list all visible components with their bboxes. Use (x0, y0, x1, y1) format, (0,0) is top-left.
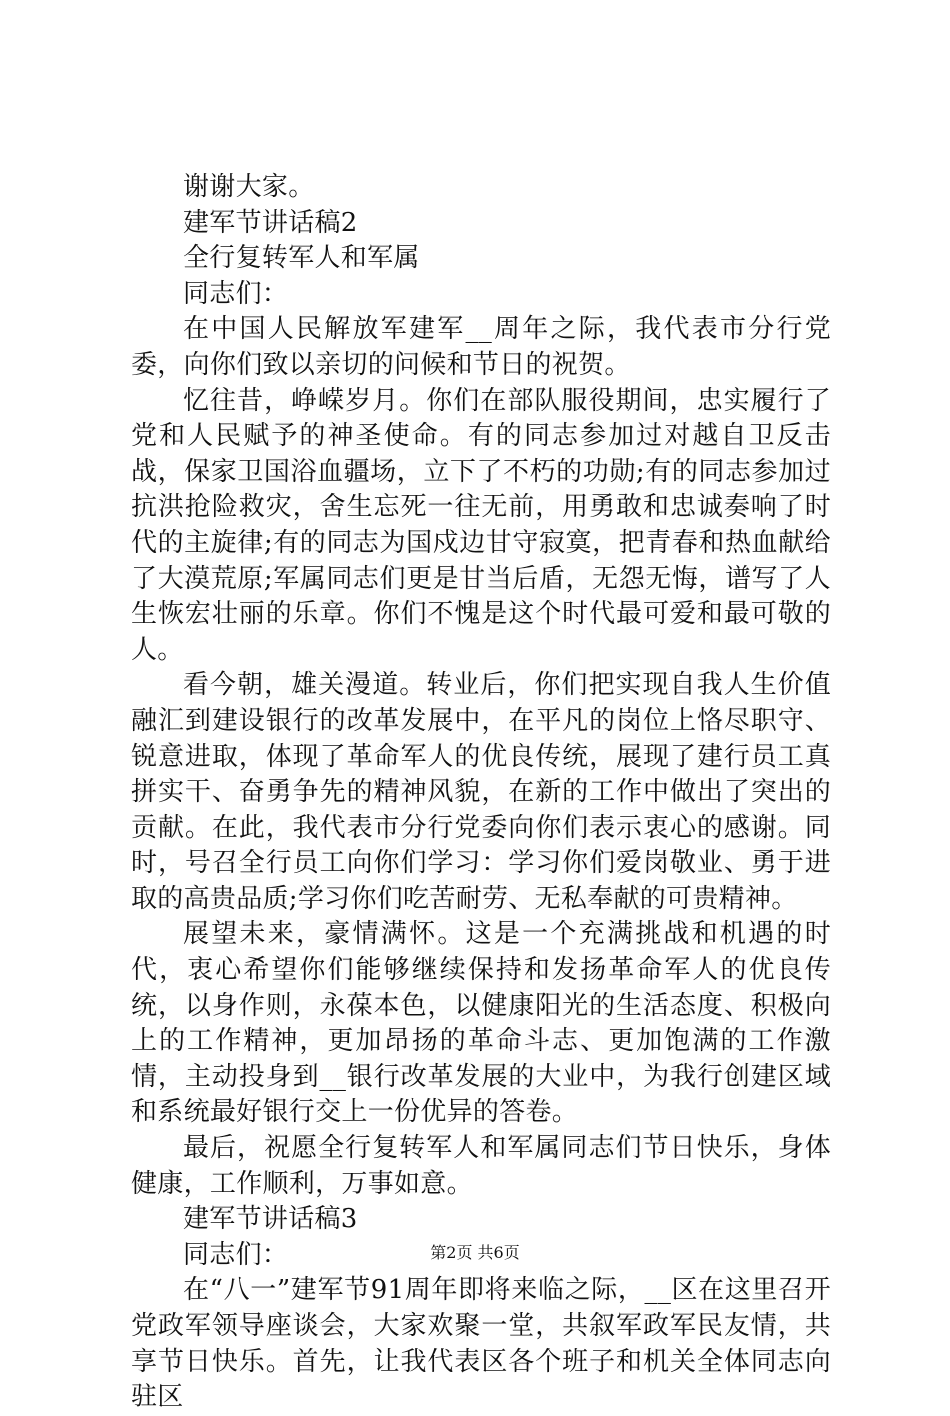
page-number-footer: 第2页 共6页 (430, 1243, 520, 1262)
section-heading: 建军节讲话稿3 (183, 1204, 358, 1235)
section-heading: 建军节讲话稿2 (183, 207, 358, 238)
salutation: 同志们： (183, 278, 289, 309)
paragraph: 在中国人民解放军建军__周年之际，我代表市分行党委，向你们致以亲切的问候和节日的祝贺。 (131, 314, 831, 380)
paragraph: 在“八一”建军节91周年即将来临之际，__区在这里召开党政军领导座谈会，大家欢聚一堂，共叙军政军民友情，共享节日快乐。首先，让我代表区各个班子和机关全体同志向驻区 (131, 1275, 831, 1413)
salutation: 同志们： (183, 1239, 289, 1270)
paragraph: 忆往昔，峥嵘岁月。你们在部队服役期间，忠实履行了党和人民赋予的神圣使命。有的同志参加过对越自卫反击战，保家卫国浴血疆场，立下了不朽的功勋;有的同志参加过抗洪抢险救灾，舍生忘死一往无前，用勇敢和忠诚奏响了时代的主旋律;有的同志为国戍边甘守寂寞，把青春和热血献给了大漠荒原;军属同志们更是甘当后盾，无怨无悔，谱写了人生恢宏壮丽的乐章。你们不愧是这个时代最可爱和最可敬的人。 (131, 385, 831, 665)
paragraph: 看今朝，雄关漫道。转业后，你们把实现自我人生价值融汇到建设银行的改革发展中，在平凡的岗位上恪尽职守、锐意进取，体现了革命军人的优良传统，展现了建行员工真拼实干、奋勇争先的精神风貌，在新的工作中做出了突出的贡献。在此，我代表市分行党委向你们表示衷心的感谢。同时，号召全行员工向你们学习：学习你们爱岗敬业、勇于进取的高贵品质;学习你们吃苦耐劳、无私奉献的可贵精神。 (131, 670, 831, 914)
paragraph: 展望未来，豪情满怀。这是一个充满挑战和机遇的时代，衷心希望你们能够继续保持和发扬革命军人的优良传统，以身作则，永葆本色，以健康阳光的生活态度、积极向上的工作精神，更加昂扬的革命斗志、更加饱满的工作激情，主动投身到__银行改革发展的大业中，为我行创建区域和系统最好银行交上一份优异的答卷。 (131, 919, 831, 1128)
salutation: 全行复转军人和军属 (183, 243, 420, 274)
paragraph: 最后，祝愿全行复转军人和军属同志们节日快乐，身体健康，工作顺利，万事如意。 (131, 1133, 831, 1199)
document-body (131, 170, 831, 1416)
paragraph: 谢谢大家。 (183, 172, 315, 202)
